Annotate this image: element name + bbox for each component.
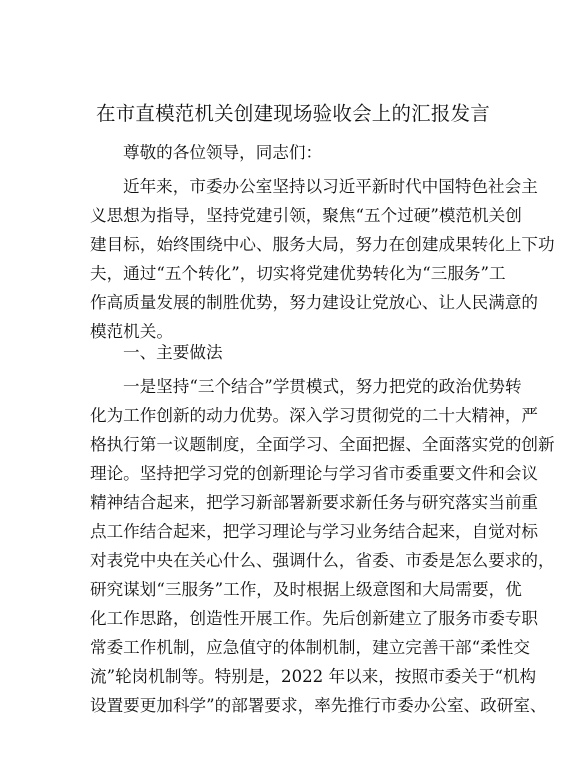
intro-line-6: 模范机关。 — [90, 322, 173, 341]
section-line-7: 对表党中央在关心什么、强调什么，省委、市委是怎么要求的， — [90, 551, 555, 570]
section-line-9: 化工作思路，创造性开展工作。先后创新建立了服务市委专职 — [90, 609, 539, 628]
section-line-10: 常委工作机制，应急值守的体制机制，建立完善干部“柔性交 — [90, 638, 530, 657]
salutation: 尊敬的各位领导，同志们： — [123, 143, 323, 162]
section-line-1: 一是坚持“三个结合”学贯模式，努力把党的政治优势转 — [123, 377, 522, 396]
intro-line-4: 夫，通过“五个转化”，切实将党建优势转化为“三服务”工 — [90, 264, 506, 283]
intro-line-3: 建目标，始终围绕中心、服务大局，努力在创建成果转化上下功 — [90, 235, 555, 254]
section-line-5: 精神结合起来，把学习新部署新要求新任务与研究落实当前重 — [90, 493, 539, 512]
intro-line-5: 作高质量发展的制胜优势，努力建设让党放心、让人民满意的 — [90, 293, 539, 312]
section-line-12: 设置要更加科学”的部署要求，率先推行市委办公室、政研室、 — [90, 696, 547, 715]
intro-line-1: 近年来，市委办公室坚持以习近平新时代中国特色社会主 — [123, 177, 538, 196]
section-line-8: 研究谋划“三服务”工作，及时根据上级意图和大局需要，优 — [90, 580, 522, 599]
section-line-11: 流”轮岗机制等。特别是，2022 年以来，按照市委关于“机构 — [90, 667, 537, 686]
section-line-4: 理论。坚持把学习党的创新理论与学习省市委重要文件和会议 — [90, 464, 539, 483]
intro-line-2: 义思想为指导，坚持党建引领，聚焦“五个过硬”模范机关创 — [90, 206, 522, 225]
section-line-2: 化为工作创新的动力优势。深入学习贯彻党的二十大精神，严 — [90, 406, 539, 425]
section-line-3: 格执行第一议题制度，全面学习、全面把握、全面落实党的创新 — [90, 435, 555, 454]
section-line-6: 点工作结合起来，把学习理论与学习业务结合起来，自觉对标 — [90, 522, 539, 541]
document-title: 在市直模范机关创建现场验收会上的汇报发言 — [95, 102, 490, 125]
section-heading: 一、主要做法 — [123, 343, 223, 362]
